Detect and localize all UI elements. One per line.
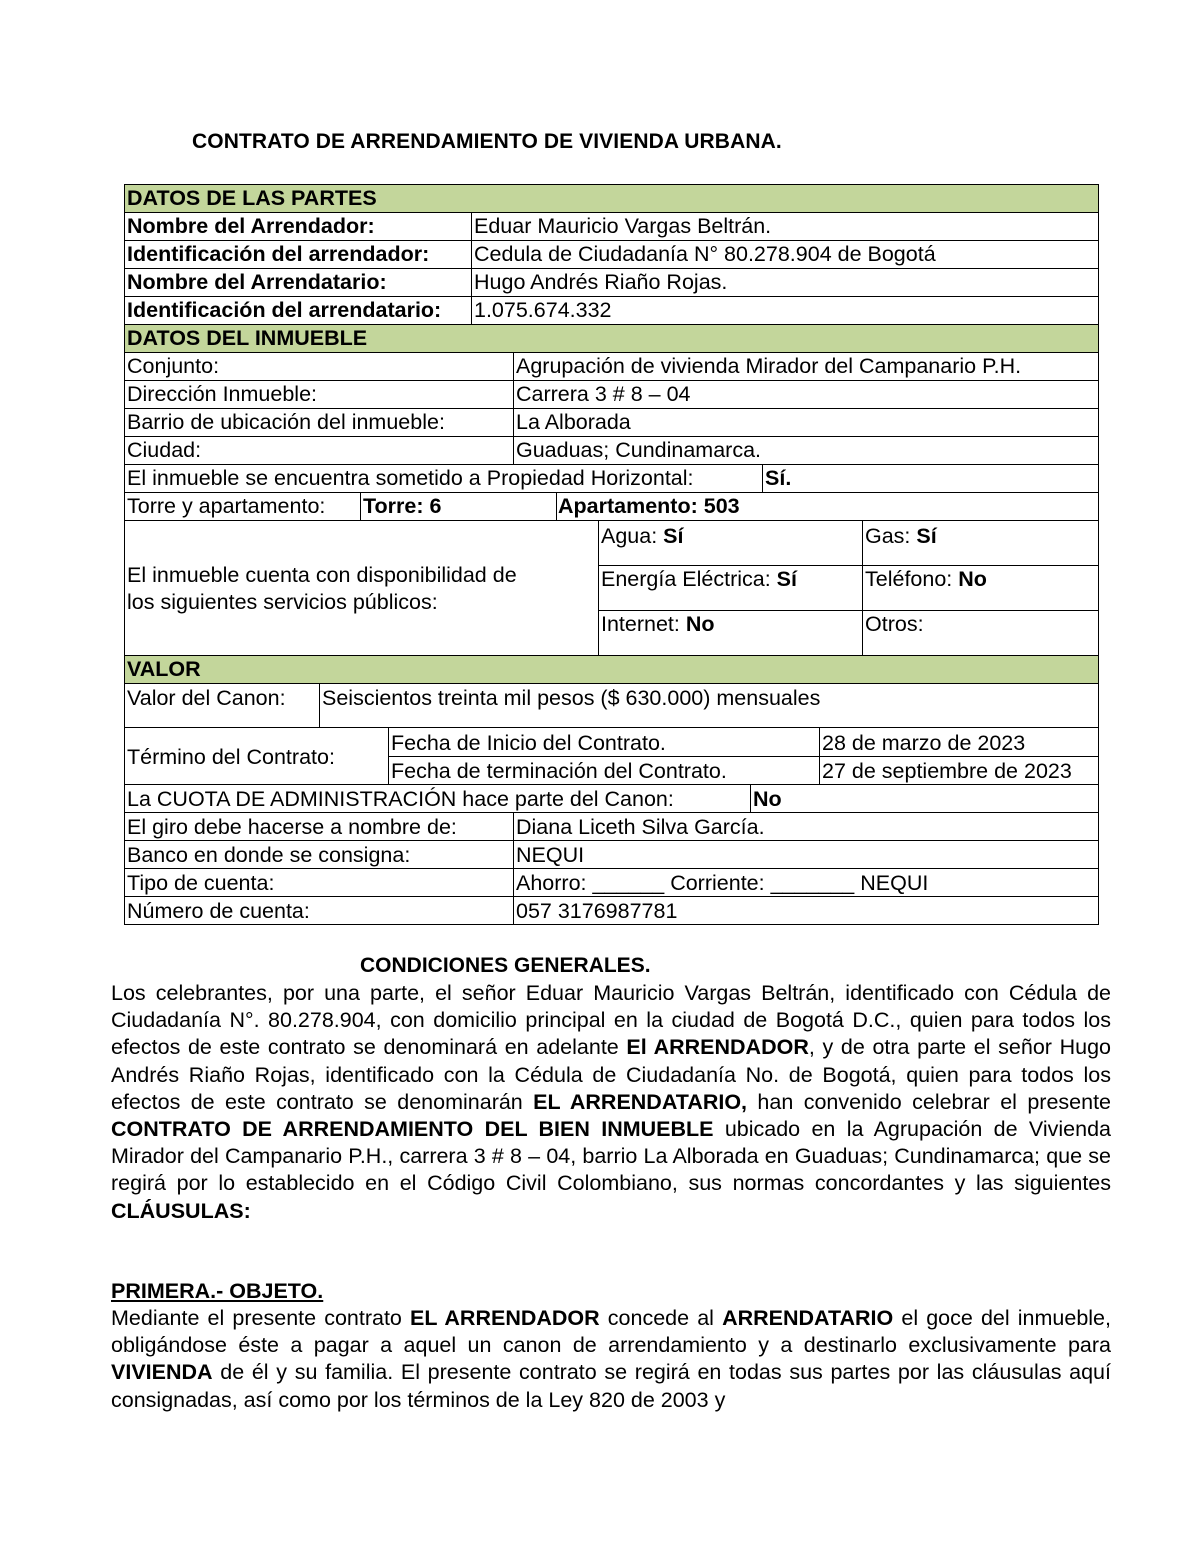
torre-value: Torre: 6: [363, 494, 442, 518]
servicios-label-line-2: los siguientes servicios públicos:: [127, 590, 438, 614]
servicio-gas: Gas: Sí: [865, 524, 937, 548]
section-band-valor: [124, 655, 1099, 683]
clausula-primera-paragraph: Mediante el presente contrato EL ARRENDADOR concede al ARRENDATARIO el goce del inmueble, obligándose éste a pagar a aquel un canon de arrendamiento y a destinarlo exclusivamente para VIVIENDA de él y su familia. El presente contrato se regirá en todas sus partes por las cláusulas aquí consignadas, así como por los términos de la Ley 820 de 2003 y: [111, 1306, 1111, 1412]
arrendatario-id-label: Identificación del arrendatario:: [127, 298, 442, 322]
barrio-value: La Alborada: [516, 410, 631, 434]
servicio-otros: Otros:: [865, 612, 924, 636]
arrendatario-name-label: Nombre del Arrendatario:: [127, 270, 387, 294]
section-heading-partes: DATOS DE LAS PARTES: [127, 186, 377, 210]
servicio-agua-value: Sí: [663, 524, 684, 548]
termino-label: Término del Contrato:: [127, 745, 335, 769]
servicio-telefono-value: No: [958, 567, 987, 591]
cuota-value: No: [753, 787, 782, 811]
arrendador-name-value: Eduar Mauricio Vargas Beltrán.: [474, 214, 772, 238]
conjunto-label: Conjunto:: [127, 354, 220, 378]
fecha-fin-value: 27 de septiembre de 2023: [822, 759, 1072, 783]
canon-label: Valor del Canon:: [127, 686, 286, 710]
contract-data-table: [124, 184, 1099, 926]
giro-label: El giro debe hacerse a nombre de:: [127, 815, 457, 839]
conjunto-value: Agrupación de vivienda Mirador del Campanario P.H.: [516, 354, 1022, 378]
arrendador-name-label: Nombre del Arrendador:: [127, 214, 375, 238]
arrendatario-name-value: Hugo Andrés Riaño Rojas.: [474, 270, 728, 294]
barrio-label: Barrio de ubicación del inmueble:: [127, 410, 445, 434]
servicio-telefono: Teléfono: No: [865, 567, 987, 591]
direccion-value: Carrera 3 # 8 – 04: [516, 382, 691, 406]
numero-cuenta-value: 057 3176987781: [516, 899, 678, 923]
arrendador-id-value: Cedula de Ciudadanía N° 80.278.904 de Bogotá: [474, 242, 936, 266]
cuota-label: La CUOTA DE ADMINISTRACIÓN hace parte del Canon:: [127, 787, 674, 811]
torre-apartamento-label: Torre y apartamento:: [127, 494, 326, 518]
fecha-fin-label: Fecha de terminación del Contrato.: [391, 759, 727, 783]
giro-value: Diana Liceth Silva García.: [516, 815, 765, 839]
servicio-internet-value: No: [685, 612, 715, 636]
banco-value: NEQUI: [516, 843, 585, 867]
direccion-label: Dirección Inmueble:: [127, 382, 318, 406]
arrendatario-id-value: 1.075.674.332: [474, 298, 612, 322]
section-heading-valor: VALOR: [127, 657, 201, 681]
apartamento-value: Apartamento: 503: [558, 494, 740, 518]
canon-value: Seiscientos treinta mil pesos ($ 630.000) mensuales: [322, 686, 821, 710]
fecha-inicio-value: 28 de marzo de 2023: [822, 731, 1026, 755]
propiedad-horizontal-value: Sí.: [765, 466, 792, 490]
condiciones-heading: CONDICIONES GENERALES.: [360, 954, 651, 977]
servicio-gas-value: Sí: [916, 524, 937, 548]
ciudad-value: Guaduas; Cundinamarca.: [516, 438, 762, 462]
section-heading-inmueble: DATOS DEL INMUEBLE: [127, 326, 368, 350]
servicios-label-line-1: El inmueble cuenta con disponibilidad de: [127, 563, 517, 587]
condiciones-paragraph: Los celebrantes, por una parte, el señor Eduar Mauricio Vargas Beltrán, identificado con Cédula de Ciudadanía N°. 80.278.904, con domicilio principal en la ciudad de Bogotá D.C., quien para todos los efectos de este contrato se denominará en adelante El ARRENDADOR, y de otra parte el señor Hugo Andrés Riaño Rojas, identificado con la Cédula de Ciudadanía No. de Bogotá, quien para todos los efectos de este contrato se denominarán EL ARRENDATARIO, han convenido celebrar el presente CONTRATO DE ARRENDAMIENTO DEL BIEN INMUEBLE ubicado en la Agrupación de Vivienda Mirador del Campanario P.H., carrera 3 # 8 – 04, barrio La Alborada en Guaduas; Cundinamarca; que se regirá por lo establecido en el Código Civil Colombiano, sus normas concordantes y las siguientes CLÁUSULAS:: [111, 981, 1111, 1223]
propiedad-horizontal-label: El inmueble se encuentra sometido a Propiedad Horizontal:: [127, 466, 694, 490]
clausula-primera-heading: PRIMERA.- OBJETO.: [111, 1279, 324, 1303]
servicio-internet: Internet: No: [601, 612, 715, 636]
tipo-cuenta-value: Ahorro: ______ Corriente: _______ NEQUI: [516, 871, 929, 895]
numero-cuenta-label: Número de cuenta:: [127, 899, 310, 923]
ciudad-label: Ciudad:: [127, 438, 202, 462]
banco-label: Banco en donde se consigna:: [127, 843, 411, 867]
arrendador-id-label: Identificación del arrendador:: [127, 242, 430, 266]
page-title: CONTRATO DE ARRENDAMIENTO DE VIVIENDA URBANA.: [192, 130, 782, 153]
servicio-energia: Energía Eléctrica: Sí: [601, 567, 797, 591]
servicio-energia-value: Sí: [776, 567, 797, 591]
fecha-inicio-label: Fecha de Inicio del Contrato.: [391, 731, 666, 755]
tipo-cuenta-label: Tipo de cuenta:: [127, 871, 275, 895]
servicio-agua: Agua: Sí: [601, 524, 684, 548]
